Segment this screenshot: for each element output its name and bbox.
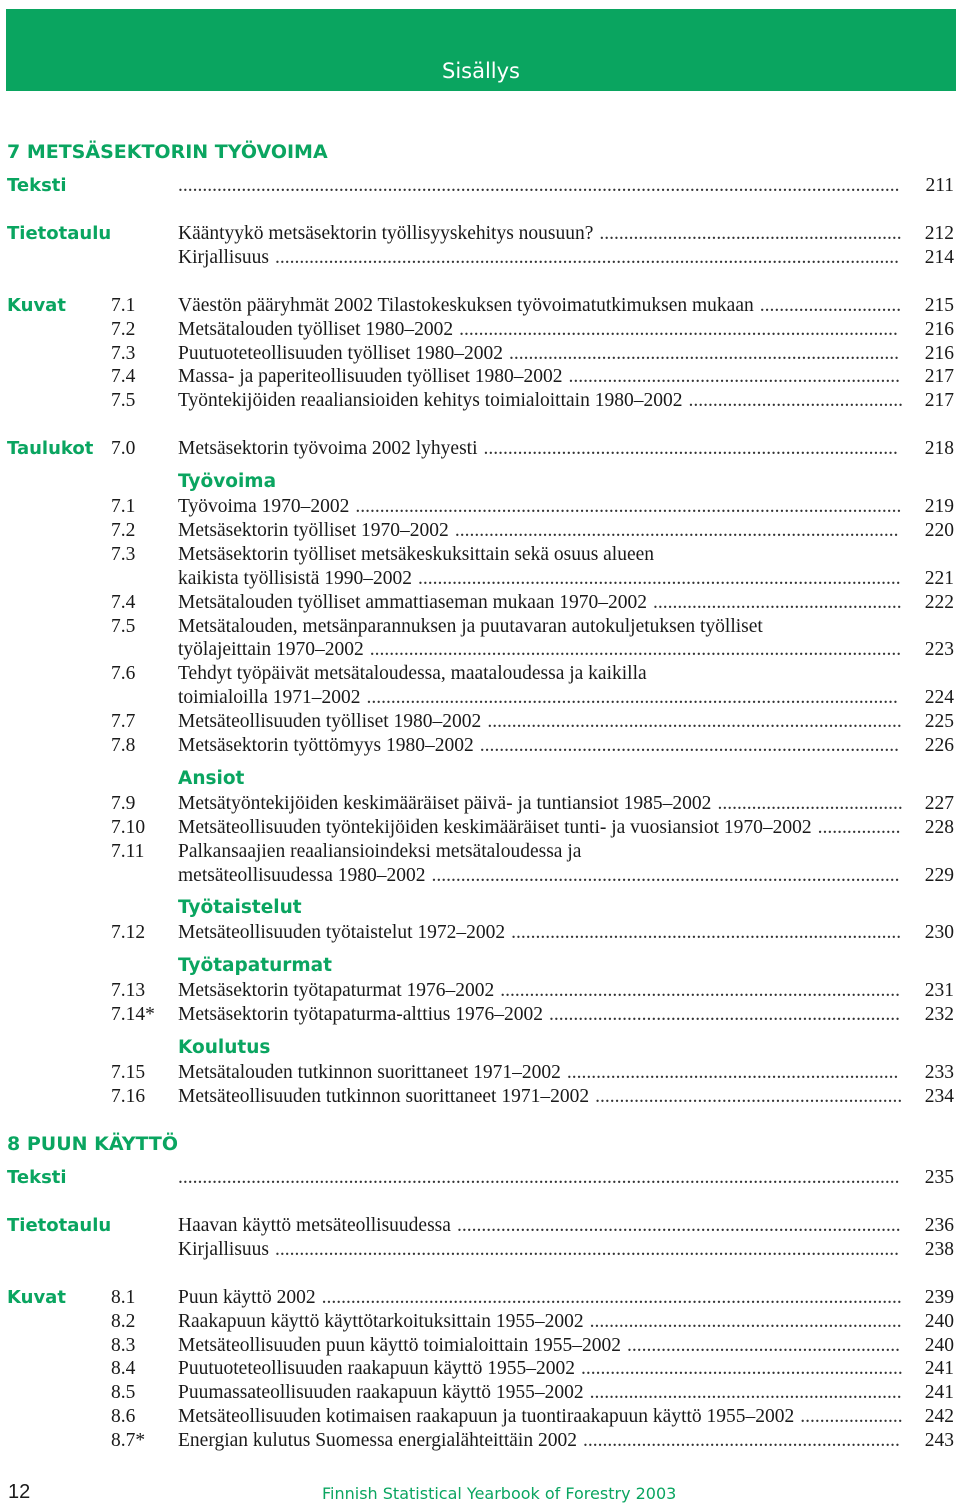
page-number: 228	[924, 816, 954, 838]
entry-title: Metsäsektorin työvoima 2002 lyhyesti	[178, 438, 478, 460]
entry-number: 7.14*	[111, 1004, 155, 1025]
entry-title: Puutuoteteollisuuden työlliset 1980–2002	[178, 342, 503, 364]
dot-leader: ................................................................................	[509, 342, 899, 364]
entry-number: 8.7*	[111, 1430, 146, 1452]
toc-entry	[0, 365, 960, 389]
entry-number: 7.5	[111, 390, 136, 412]
toc-entry	[0, 1061, 960, 1085]
entry-number: 7.2	[111, 519, 136, 541]
page-number: 243	[924, 1430, 954, 1452]
toc-entry-continued	[0, 638, 960, 662]
category-label: Taulukot	[7, 438, 94, 460]
page-number: 212	[924, 222, 954, 244]
entry-number: 7.15	[111, 1061, 146, 1083]
entry-number: 7.3	[111, 342, 136, 364]
page-number: 216	[924, 318, 954, 340]
dot-leader: ................................................................................................................................	[275, 1238, 899, 1260]
entry-title-continued: kaikista työllisistä 1990–2002	[178, 567, 412, 589]
entry-title: Palkansaajien reaaliansioindeksi metsätaloudessa ja	[178, 840, 582, 862]
toc-entry	[0, 591, 960, 615]
toc-entry	[0, 615, 960, 639]
dot-leader: .......................................................................................................................	[321, 1286, 902, 1308]
entry-title: Metsätalouden työlliset ammattiaseman mukaan 1970–2002	[178, 591, 647, 613]
entry-number: 8.1	[111, 1286, 136, 1308]
toc-entry	[0, 318, 960, 342]
dot-leader: ................................................................................................	[431, 864, 900, 886]
entry-title: Metsäteollisuuden kotimaisen raakapuun ja tuontiraakapuun käyttö 1955–2002	[178, 1406, 795, 1428]
dot-leader: .............................................................................................................	[366, 687, 898, 709]
entry-title: Kirjallisuus	[178, 1238, 269, 1260]
entry-title: Haavan käyttö metsäteollisuudessa	[178, 1214, 451, 1236]
dot-leader: ..............................................................	[599, 222, 902, 244]
toc-entry	[0, 1310, 960, 1334]
toc-entry	[0, 342, 960, 366]
entry-title-continued: metsäteollisuudessa 1980–2002	[178, 864, 426, 886]
toc-entry	[0, 1214, 960, 1238]
entry-number: 7.4	[111, 591, 136, 613]
dot-leader: ............................................	[688, 390, 903, 412]
toc-entry	[0, 734, 960, 758]
page-number: 226	[924, 735, 954, 756]
entry-number: 7.16	[111, 1085, 146, 1107]
toc-entry	[0, 710, 960, 734]
chapter-heading: 7 METSÄSEKTORIN TYÖVOIMA	[7, 141, 328, 163]
entry-title: Metsäteollisuuden puun käyttö toimialoittain 1955–2002	[178, 1334, 622, 1356]
entry-title: Metsäsektorin työtapaturma-alttius 1976–2002	[178, 1004, 544, 1025]
toc-entry	[0, 495, 960, 519]
page-number: 216	[924, 342, 954, 364]
entry-number: 7.12	[111, 922, 146, 944]
banner-title: Sisällys	[441, 59, 520, 83]
entry-title: Metsätalouden, metsänparannuksen ja puutavaran autokuljetuksen työlliset	[178, 615, 763, 637]
category-label: Kuvat	[7, 1286, 66, 1308]
entry-title: Metsäsektorin työttömyys 1980–2002	[178, 735, 474, 756]
entry-number: 7.9	[111, 792, 136, 814]
page-number: 231	[924, 980, 954, 1002]
dot-leader: ....................................................................	[566, 1061, 899, 1083]
page-number: 211	[925, 175, 954, 196]
entry-title: Väestön pääryhmät 2002 Tilastokeskuksen työvoimatutkimuksen mukaan	[178, 294, 754, 316]
toc-entry	[0, 921, 960, 945]
section-subheading: Työvoima	[178, 471, 277, 493]
entry-number: 7.3	[111, 543, 136, 565]
entry-title: Puutuoteteollisuuden raakapuun käyttö 1955–2002	[178, 1358, 575, 1380]
dot-leader: ..................................................................................	[500, 980, 901, 1002]
page-number: 234	[924, 1085, 954, 1107]
toc-entry	[0, 519, 960, 543]
dot-leader: ................................................................................	[511, 922, 902, 944]
toc-entry	[0, 1357, 960, 1381]
toc-entry	[0, 1085, 960, 1109]
entry-title: Metsäsektorin työtapaturmat 1976–2002	[178, 980, 495, 1002]
category-label: Teksti	[7, 175, 67, 196]
entry-number: 8.3	[111, 1334, 136, 1356]
category-label: Tietotaulu	[7, 1214, 112, 1236]
toc-entry	[0, 543, 960, 567]
toc-entry	[0, 1405, 960, 1429]
toc-entry-continued	[0, 686, 960, 710]
entry-title: Metsäteollisuuden työtaistelut 1972–2002	[178, 922, 506, 944]
entry-number: 7.8	[111, 735, 136, 756]
dot-leader: ...........................................................................................	[454, 519, 899, 541]
entry-title-continued: toimialoilla 1971–2002	[178, 687, 361, 709]
page-number: 221	[924, 567, 954, 589]
toc-entry	[0, 294, 960, 318]
chapter-heading: 8 PUUN KÄYTTÖ	[7, 1133, 179, 1155]
toc-entry-continued	[0, 567, 960, 591]
entry-title: Massa- ja paperiteollisuuden työlliset 1980–2002	[178, 366, 563, 388]
dot-leader: ................................................................................................................................	[275, 246, 899, 268]
entry-title: Metsäteollisuuden työlliset 1980–2002	[178, 711, 482, 733]
toc-entry	[0, 389, 960, 413]
page-number: 214	[924, 246, 954, 268]
dot-leader: ....................................................................	[568, 366, 901, 388]
page-number: 217	[924, 390, 954, 412]
page-number: 232	[924, 1004, 954, 1025]
page-number: 239	[924, 1286, 954, 1308]
entry-number: 7.11	[111, 840, 145, 862]
page-number: 219	[924, 496, 954, 517]
entry-title: Metsäsektorin työlliset metsäkeskuksittain sekä osuus alueen	[178, 543, 655, 565]
entry-title: Metsätalouden työlliset 1980–2002	[178, 318, 454, 340]
dot-leader: ........................................................	[627, 1334, 901, 1356]
page-number: 227	[924, 792, 954, 814]
entry-number: 7.13	[111, 980, 146, 1002]
dot-leader: ...................................................................................................	[418, 567, 901, 589]
toc-entry	[0, 816, 960, 840]
page-number: 217	[924, 366, 954, 388]
dot-leader: ................................................................................................................	[355, 496, 902, 517]
page-number: 238	[924, 1238, 954, 1260]
category-label: Teksti	[7, 1167, 67, 1188]
dot-leader: .....................................................................................	[487, 711, 902, 733]
entry-title: Raakapuun käyttö käyttötarkoituksittain 1955–2002	[178, 1310, 584, 1332]
section-subheading: Työtaistelut	[178, 897, 302, 919]
entry-number: 7.10	[111, 816, 146, 838]
dot-leader: ..........................................................................................	[459, 318, 898, 340]
page-number: 218	[924, 438, 954, 460]
dot-leader: .....................	[800, 1406, 903, 1428]
toc-entry	[0, 1334, 960, 1358]
entry-number: 7.0	[111, 438, 136, 460]
footer-title: Finnish Statistical Yearbook of Forestry 2003	[322, 1484, 677, 1503]
footer-page-number: 12	[8, 1481, 31, 1503]
toc-entry	[0, 662, 960, 686]
entry-number: 8.4	[111, 1358, 136, 1380]
entry-number: 7.2	[111, 318, 136, 340]
entry-number: 7.6	[111, 663, 136, 685]
toc-entry	[0, 1166, 960, 1190]
section-subheading: Ansiot	[178, 767, 245, 789]
page-number: 224	[924, 687, 954, 709]
toc-entry	[0, 222, 960, 246]
entry-title: Metsäteollisuuden tutkinnon suorittaneet 1971–2002	[178, 1085, 590, 1107]
page-number: 233	[924, 1061, 954, 1083]
toc-entry	[0, 246, 960, 270]
dot-leader: ...................................................	[652, 591, 902, 613]
toc-entry	[0, 1429, 960, 1453]
dot-leader: ........................................................................	[549, 1004, 901, 1025]
page-number: 236	[924, 1214, 954, 1236]
entry-title: Metsätyöntekijöiden keskimääräiset päivä- ja tuntiansiot 1985–2002	[178, 792, 712, 814]
dot-leader: ......................................	[717, 792, 903, 814]
dot-leader: ................................................................	[589, 1382, 902, 1404]
page-number: 235	[924, 1167, 954, 1188]
toc-entry	[0, 792, 960, 816]
entry-number: 7.7	[111, 711, 136, 733]
entry-title: Työntekijöiden reaaliansioiden kehitys toimialoittain 1980–2002	[178, 390, 683, 412]
entry-number: 8.5	[111, 1382, 136, 1404]
entry-number: 8.6	[111, 1406, 136, 1428]
entry-title: Energian kulutus Suomessa energialähteittäin 2002	[178, 1430, 577, 1452]
entry-number: 7.1	[111, 496, 136, 517]
toc-entry	[0, 1238, 960, 1262]
section-subheading: Työtapaturmat	[178, 955, 332, 977]
entry-title: Metsäsektorin työlliset 1970–2002	[178, 519, 449, 541]
page-number: 241	[924, 1358, 954, 1380]
dot-leader: .............................................................................................................	[369, 639, 902, 661]
page-number: 241	[924, 1382, 954, 1404]
page-number: 240	[924, 1310, 954, 1332]
dot-leader: ...............................................................	[595, 1085, 903, 1107]
page-number: 242	[924, 1406, 954, 1428]
dot-leader: .................................................................	[582, 1430, 900, 1452]
header-banner	[6, 9, 956, 91]
dot-leader: ...........................................................................................	[456, 1214, 901, 1236]
dot-leader: ....................................................................................................................................................	[178, 1167, 900, 1188]
page-number: 215	[924, 294, 954, 316]
entry-title: Metsäteollisuuden työntekijöiden keskimääräiset tunti- ja vuosiansiot 1970–2002	[178, 816, 812, 838]
dot-leader: .............................	[759, 294, 902, 316]
entry-title: Tehdyt työpäivät metsätaloudessa, maataloudessa ja kaikilla	[178, 663, 647, 685]
entry-number: 7.5	[111, 615, 136, 637]
toc-entry	[0, 1286, 960, 1310]
section-subheading: Koulutus	[178, 1036, 271, 1058]
entry-title: Työvoima 1970–2002	[178, 496, 350, 517]
page-number: 225	[924, 711, 954, 733]
entry-title: Kirjallisuus	[178, 246, 269, 268]
page-number: 220	[924, 519, 954, 541]
toc-entry	[0, 1003, 960, 1027]
toc-entry	[0, 174, 960, 198]
category-label: Tietotaulu	[7, 222, 112, 244]
toc-entry	[0, 840, 960, 864]
toc-entry	[0, 979, 960, 1003]
entry-title: Kääntyykö metsäsektorin työllisyyskehitys nousuun?	[178, 222, 594, 244]
page-number: 222	[924, 591, 954, 613]
dot-leader: ................................................................	[589, 1310, 902, 1332]
dot-leader: .....................................................................................	[483, 438, 898, 460]
page-number: 229	[924, 864, 954, 886]
dot-leader: ....................................................................................................................................................	[178, 175, 900, 196]
entry-title-continued: työlajeittain 1970–2002	[178, 639, 364, 661]
entry-number: 7.4	[111, 366, 136, 388]
category-label: Kuvat	[7, 294, 66, 316]
toc-entry	[0, 1381, 960, 1405]
page-number: 230	[924, 922, 954, 944]
toc-entry	[0, 437, 960, 461]
entry-title: Metsätalouden tutkinnon suorittaneet 1971–2002	[178, 1061, 561, 1083]
page-number: 223	[924, 639, 954, 661]
dot-leader: .................	[817, 816, 901, 838]
dot-leader: ..................................................................	[580, 1358, 903, 1380]
page-number: 240	[924, 1334, 954, 1356]
entry-title: Puun käyttö 2002	[178, 1286, 316, 1308]
entry-title: Puumassateollisuuden raakapuun käyttö 1955–2002	[178, 1382, 584, 1404]
entry-number: 8.2	[111, 1310, 136, 1332]
dot-leader: ......................................................................................	[479, 735, 899, 756]
toc-entry-continued	[0, 864, 960, 888]
entry-number: 7.1	[111, 294, 136, 316]
